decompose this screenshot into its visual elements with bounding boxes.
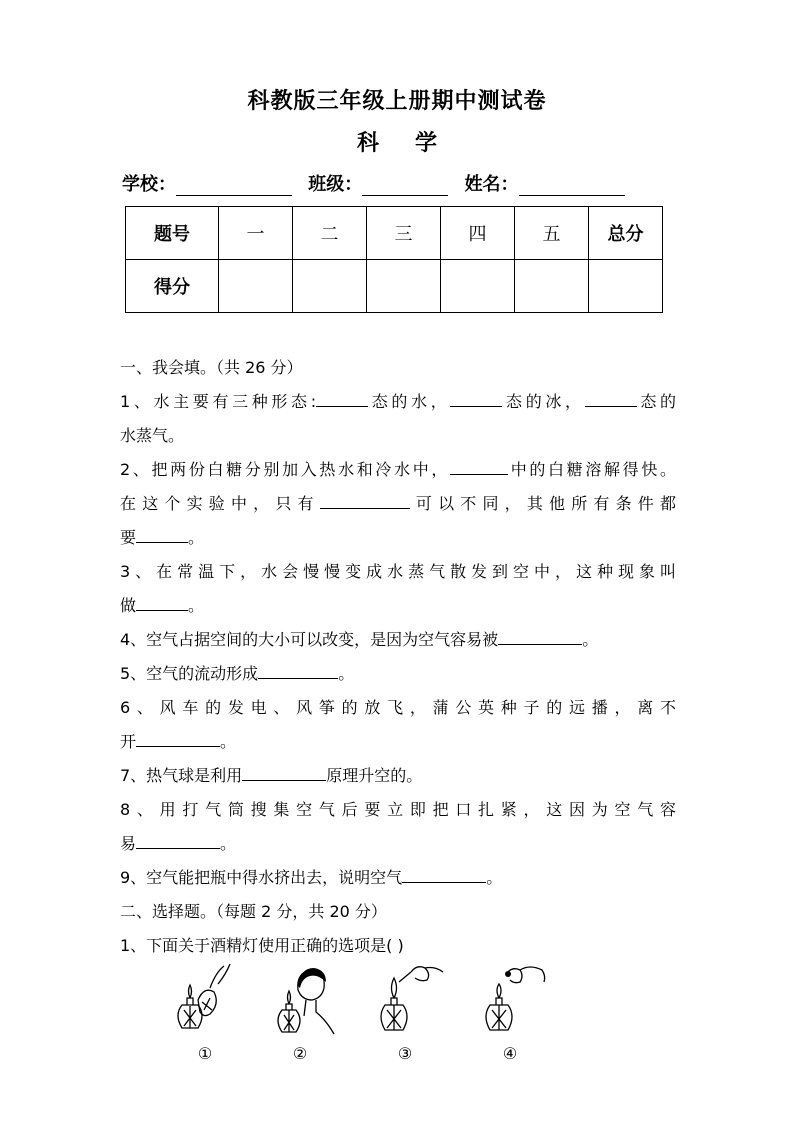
option-number-2: ② <box>292 1044 308 1063</box>
question-6-line-2 <box>120 725 676 759</box>
q1-text-c: 态的冰， <box>502 392 585 411</box>
q9-text-b: 。 <box>486 868 503 887</box>
question-2-line-3 <box>120 521 676 555</box>
q8-text-b: 易 <box>120 834 137 853</box>
header-cell: 三 <box>367 207 441 260</box>
score-table-header-row <box>126 207 663 260</box>
q5-text-b: 。 <box>338 664 355 683</box>
q1-blank-1[interactable] <box>316 390 368 407</box>
q2-text-b: 中的白糖溶解得快。 <box>508 460 676 479</box>
q3-text-b: 做 <box>120 596 137 615</box>
school-field[interactable] <box>176 177 292 196</box>
score-cell[interactable] <box>293 260 367 313</box>
score-label-cell: 得分 <box>126 260 219 313</box>
question-1-line-1 <box>120 385 676 419</box>
class-label: 班级： <box>308 174 363 195</box>
q3-text-c: 。 <box>188 596 205 615</box>
question-7 <box>120 759 676 793</box>
score-cell[interactable] <box>367 260 441 313</box>
q7-text-a: 7、热气球是利用 <box>120 766 243 785</box>
question-2-line-2 <box>120 487 676 521</box>
q4-blank-1[interactable] <box>498 628 582 645</box>
header-cell: 四 <box>441 207 515 260</box>
class-field[interactable] <box>362 177 448 196</box>
q6-text-c: 。 <box>220 732 237 751</box>
question-8-line-1: 8、用打气筒搜集空气后要立即把口扎紧，这因为空气容 <box>120 800 676 819</box>
q1-text-d: 态的 <box>636 392 676 411</box>
q9-text-a: 9、空气能把瓶中得水挤出去，说明空气 <box>120 868 403 887</box>
q6-blank-1[interactable] <box>136 730 220 747</box>
q8-blank-1[interactable] <box>136 832 220 849</box>
option-number-4: ④ <box>502 1044 518 1063</box>
alcohol-lamp-figures <box>160 960 580 1070</box>
q2-text-f: 。 <box>188 528 205 547</box>
option-number-3: ③ <box>397 1044 413 1063</box>
score-cell[interactable] <box>589 260 663 313</box>
page-title: 科教版三年级上册期中测试卷 <box>247 88 547 114</box>
lighting-match-icon <box>365 960 455 1040</box>
q2-text-d: 可以不同，其他所有条件都 <box>409 494 676 513</box>
score-table <box>125 206 663 313</box>
q1-text-b: 态的水， <box>368 392 451 411</box>
q2-text-c: 在这个实验中，只有 <box>120 494 320 513</box>
q9-blank-1[interactable] <box>402 866 486 883</box>
subject-title <box>0 126 794 157</box>
header-cell: 一 <box>219 207 293 260</box>
q2-text-a: 2、把两份白糖分别加入热水和冷水中， <box>120 460 451 479</box>
section2-heading: 二、选择题。（每题 2 分，共 20 分） <box>120 902 387 921</box>
q4-text-b: 。 <box>582 630 599 649</box>
question-5 <box>120 657 676 691</box>
q1-blank-3[interactable] <box>585 390 637 407</box>
q3-blank-1[interactable] <box>136 594 188 611</box>
question-1-line-2: 水蒸气。 <box>120 426 185 445</box>
q1-text-a: 1、水主要有三种形态: <box>120 392 317 411</box>
score-cell[interactable] <box>515 260 589 313</box>
subject-char-1: 科 <box>356 130 379 156</box>
q5-blank-1[interactable] <box>258 662 338 679</box>
q4-text-a: 4、空气占据空间的大小可以改变，是因为空气容易被 <box>120 630 499 649</box>
question-4 <box>120 623 676 657</box>
question-3-line-1: 3、在常温下，水会慢慢变成水蒸气散发到空中，这种现象叫 <box>120 562 676 581</box>
q8-text-c: 。 <box>220 834 237 853</box>
question-6-line-1: 6、风车的发电、风筝的放飞，蒲公英种子的远播，离不 <box>120 698 676 717</box>
q6-text-b: 开 <box>120 732 137 751</box>
score-cell[interactable] <box>441 260 515 313</box>
lamp-tilting-icon <box>160 960 250 1040</box>
q7-blank-1[interactable] <box>242 764 326 781</box>
name-label: 姓名： <box>464 174 519 195</box>
section1-heading: 一、我会填。（共 26 分） <box>120 358 303 377</box>
q2-text-e: 要 <box>120 528 137 547</box>
score-table-score-row <box>126 260 663 313</box>
school-label: 学校： <box>122 174 176 195</box>
question-9 <box>120 861 676 895</box>
choice-question-1: 1、下面关于酒精灯使用正确的选项是( ) <box>120 936 404 955</box>
covering-cap-icon <box>470 960 560 1040</box>
q2-blank-3[interactable] <box>136 526 188 543</box>
header-cell: 五 <box>515 207 589 260</box>
question-8-line-2 <box>120 827 676 861</box>
question-3-line-2 <box>120 589 676 623</box>
score-cell[interactable] <box>219 260 293 313</box>
q5-text-a: 5、空气的流动形成 <box>120 664 259 683</box>
subject-char-2: 学 <box>415 130 438 156</box>
person-blowing-lamp-icon <box>260 960 350 1040</box>
header-cell: 题号 <box>126 207 219 260</box>
q2-blank-2[interactable] <box>320 492 410 509</box>
name-field[interactable] <box>519 177 625 196</box>
q1-blank-2[interactable] <box>450 390 502 407</box>
question-2-line-1 <box>120 453 676 487</box>
header-cell: 总分 <box>589 207 663 260</box>
q2-blank-1[interactable] <box>450 458 508 475</box>
q7-text-b: 原理升空的。 <box>326 766 423 785</box>
option-number-1: ① <box>197 1044 213 1063</box>
header-cell: 二 <box>293 207 367 260</box>
student-info-line <box>122 170 635 196</box>
